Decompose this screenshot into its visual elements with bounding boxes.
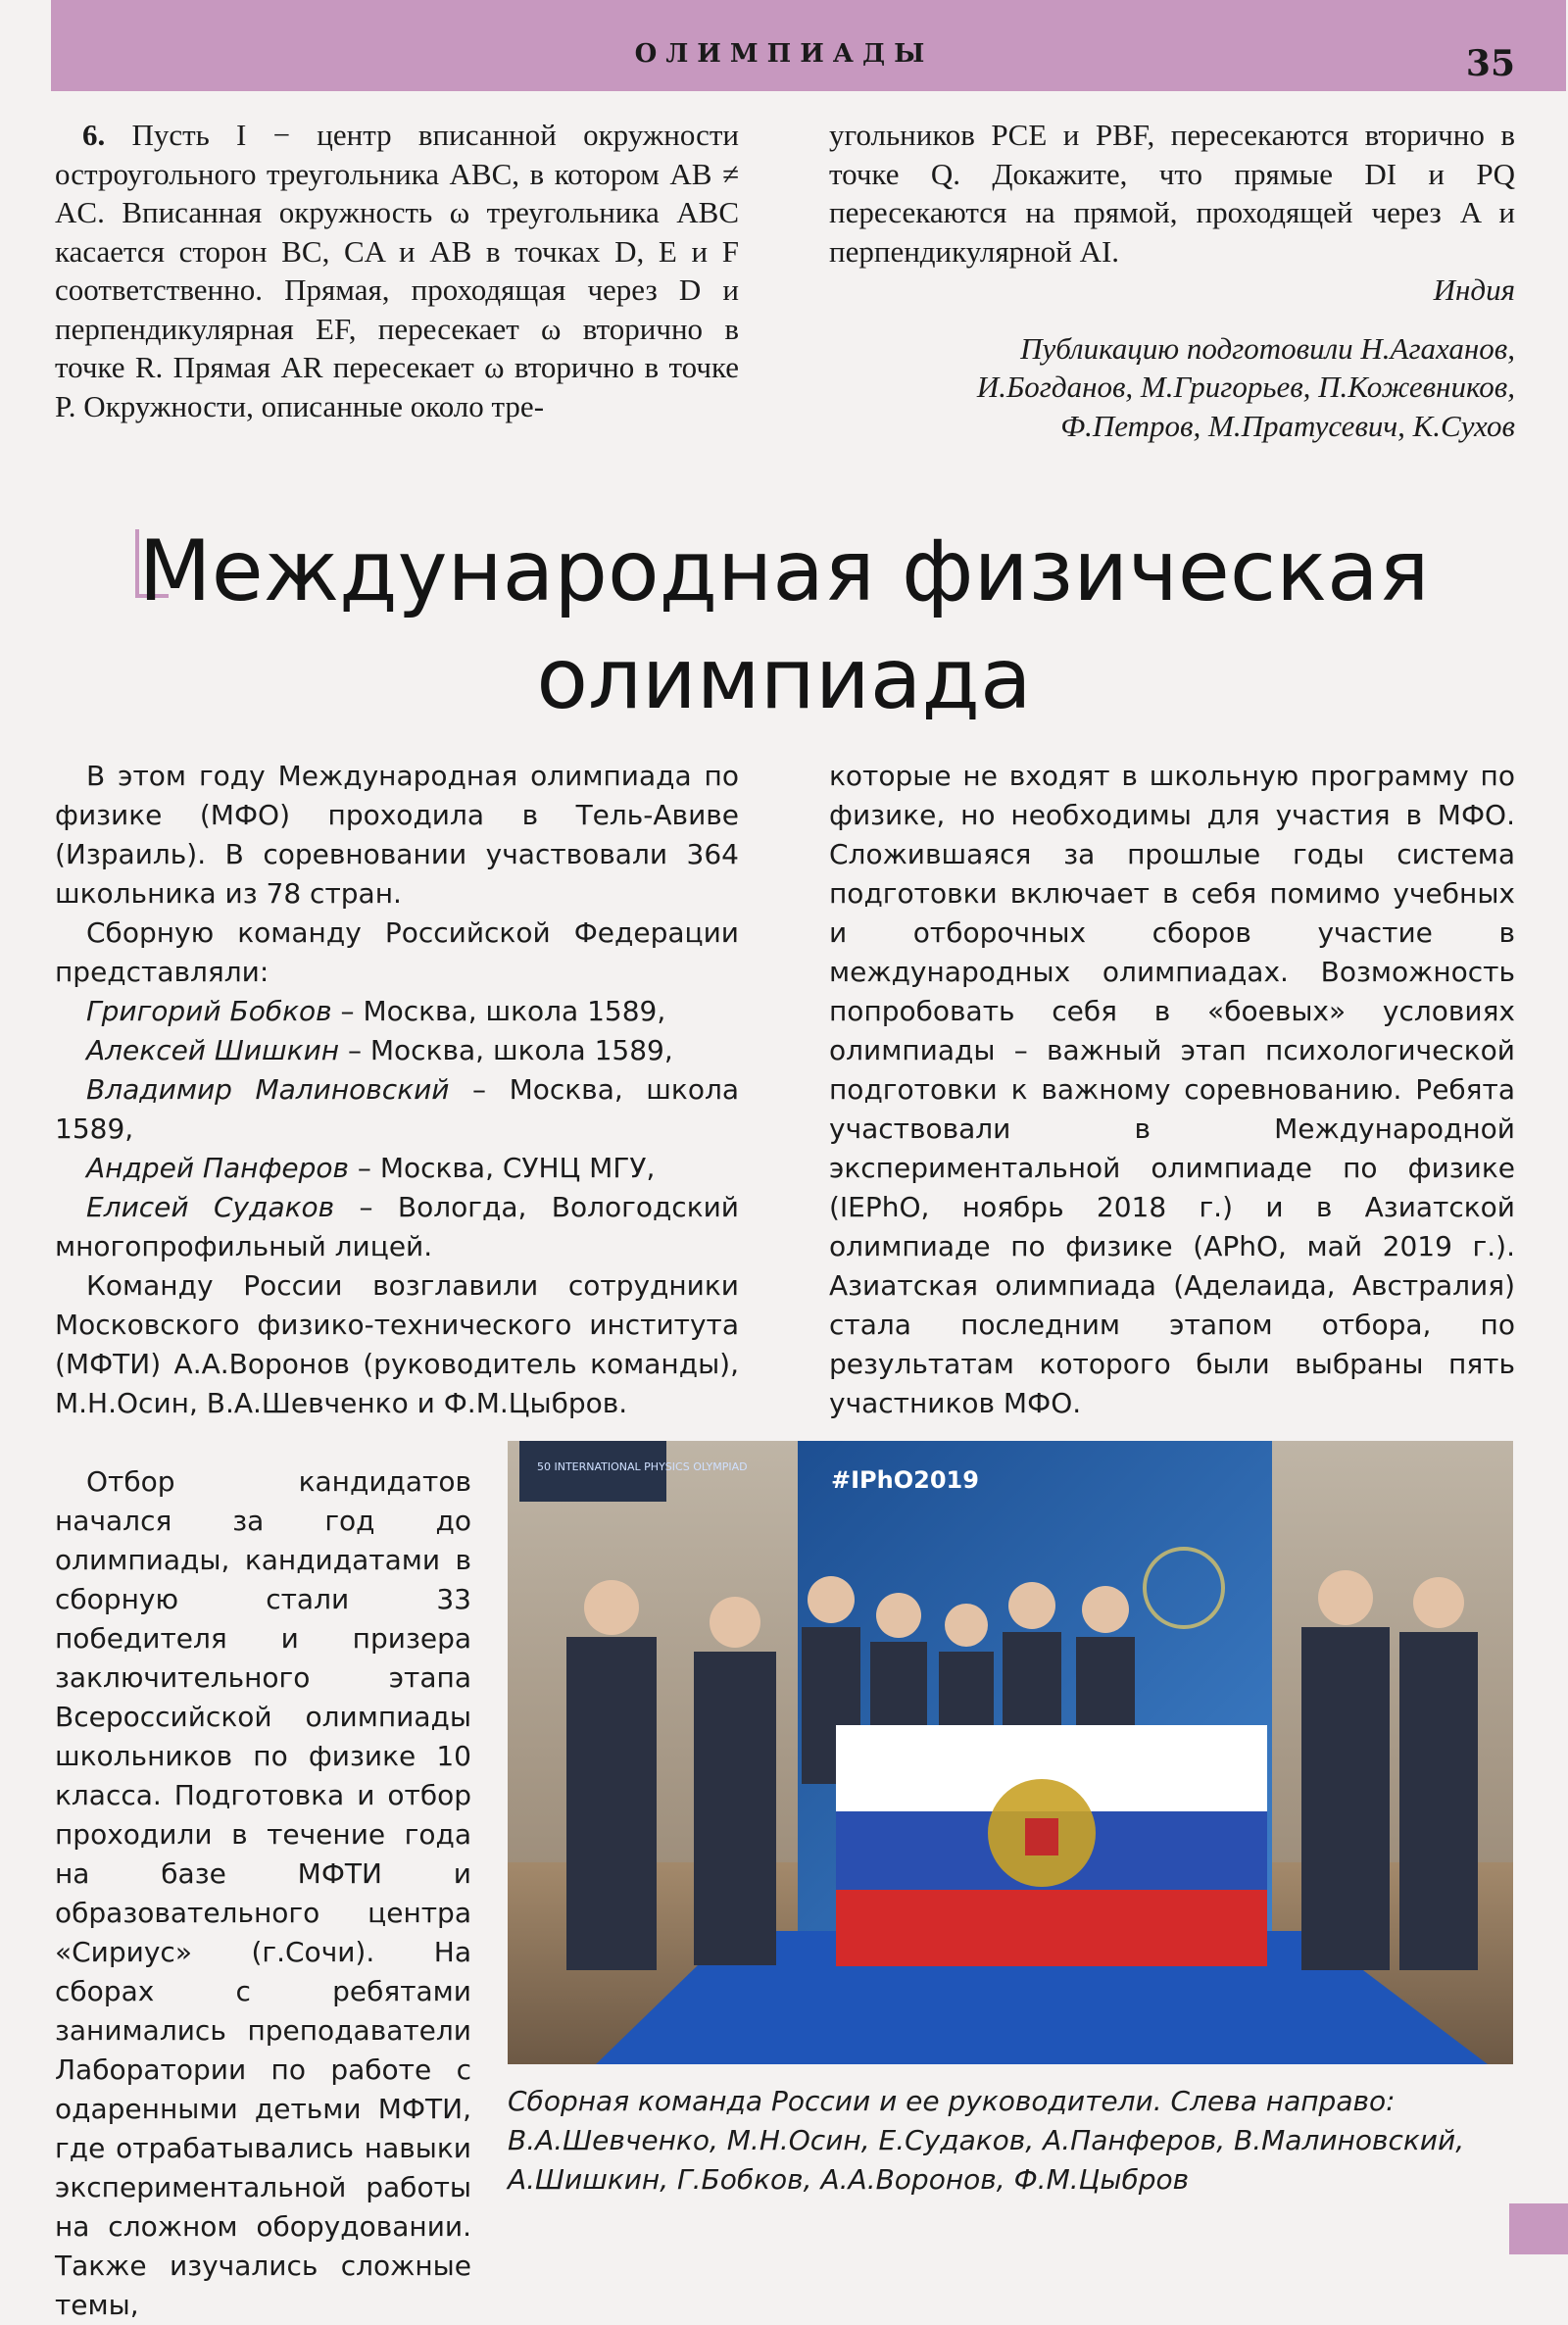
- page-number: 35: [1465, 43, 1515, 84]
- article-col2-text: которые не входят в школьную программу по физике, но необходимы для участия в МФО. Сложившаяся за прошлые годы система подготовки включает в себя помимо учебных и отборочных сборов участие в международных олимпиадах. Возможность попробовать себя в «боевых» условиях олимпиады – важный этап психологической подготовки к важному соревнованию. Ребята участвовали в Международной экспериментальной олимпиаде по физике (IEPhO, ноябрь 2018 г.) и в Азиатской олимпиаде по физике (APhO, май 2019 г.). Азиатская олимпиада (Аделаида, Австралия) стала последним этапом отбора, по результатам которого были выбраны пять участников МФО.: [829, 760, 1515, 1419]
- member-name: Андрей Панферов: [86, 1152, 350, 1184]
- credits-line: Ф.Петров, М.Пратусевич, К.Сухов: [1060, 408, 1515, 443]
- member-info: – Москва, школа 1589,: [55, 1073, 740, 1145]
- article-column-left-narrow: [55, 1462, 471, 2325]
- credits-line: Публикацию подготовили Н.Агаханов,: [1020, 330, 1515, 366]
- article-column-left: [55, 757, 739, 1423]
- member-info: – Вологда, Вологодский многопрофильный лицей.: [55, 1191, 740, 1262]
- problem-column-right: [829, 116, 1515, 445]
- photo-banner-text: #IPhO2019: [831, 1466, 979, 1494]
- article-intro: В этом году Международная олимпиада по физике (МФО) проходила в Тель-Авиве (Израиль). В соревновании участвовали 364 школьника из 78 стран.: [55, 760, 739, 910]
- member-name: Григорий Бобков: [86, 995, 332, 1027]
- section-title: ОЛИМПИАДЫ: [634, 39, 934, 69]
- team-member: [55, 1031, 739, 1070]
- team-intro: Сборную команду Российской Федерации представляли:: [55, 916, 739, 988]
- credits-line: И.Богданов, М.Григорьев, П.Кожевников,: [976, 370, 1515, 404]
- team-photo: [508, 1441, 1513, 2064]
- member-name: Елисей Судаков: [86, 1191, 335, 1223]
- problem-text-part2: угольников PCE и PBF, пересекаются вторично в точке Q. Докажите, что прямые DI и PQ пересекаются на прямой, проходящей через A и перпендикулярной AI.: [829, 118, 1515, 269]
- article-title-line1: Международная физическая: [138, 522, 1430, 620]
- problem-column-left: [55, 116, 739, 425]
- problem-text-part1: Пусть I − центр вписанной окружности остроугольного треугольника ABC, в котором AB ≠ AC. Вписанная окружность ω треугольника ABC касается сторон BC, CA и AB в точках D, E и F соответственно. Прямая, проходящая через D и перпендикулярная EF, пересекает ω вторично в точке R. Прямая AR пересекает ω вторично в точке P. Окружности, описанные около тре-: [55, 118, 740, 423]
- article-title-line2: олимпиада: [536, 630, 1032, 728]
- article-title: [98, 518, 1470, 733]
- team-member: [55, 1188, 739, 1266]
- member-name: Алексей Шишкин: [86, 1034, 340, 1066]
- screen-text: 50 INTERNATIONAL PHYSICS OLYMPIAD: [537, 1460, 748, 1473]
- photo-caption: Сборная команда России и ее руководители. Слева направо: В.А.Шевченко, М.Н.Осин, Е.Судаков, А.Панферов, В.Малиновский, А.Шишкин, Г.Бобков, А.А.Воронов, Ф.М.Цыбров: [508, 2085, 1465, 2196]
- problem-number: 6.: [82, 118, 106, 152]
- member-info: – Москва, школа 1589,: [339, 1034, 673, 1066]
- article-leaders: Команду России возглавили сотрудники Московского физико-технического института (МФТИ) А.А.Воронов (руководитель команды), М.Н.Осин, В.А.Шевченко и Ф.М.Цыбров.: [55, 1269, 739, 1419]
- team-member: [55, 1070, 739, 1149]
- problem-country: Индия: [1433, 272, 1515, 307]
- team-member: [55, 1149, 739, 1188]
- member-info: – Москва, школа 1589,: [331, 995, 666, 1027]
- team-photo-illustration: [508, 1441, 1513, 2064]
- article-column-right: [829, 757, 1515, 1423]
- corner-decoration: [1509, 2203, 1568, 2254]
- member-name: Владимир Малиновский: [86, 1073, 450, 1106]
- team-member: [55, 992, 739, 1031]
- publication-credits: [829, 329, 1515, 446]
- article-selection: Отбор кандидатов начался за год до олимпиады, кандидатами в сборную стали 33 победителя и призера заключительного этапа Всероссийской олимпиады школьников по физике 10 класса. Подготовка и отбор проходили в течение года на базе МФТИ и образовательного центра «Сириус» (г.Сочи). На сборах с ребятами занимались преподаватели Лаборатории по работе с одаренными детьми МФТИ, где отрабатывались навыки экспериментальной работы на сложном оборудовании. Также изучались сложные темы,: [55, 1465, 471, 2321]
- member-info: – Москва, СУНЦ МГУ,: [349, 1152, 656, 1184]
